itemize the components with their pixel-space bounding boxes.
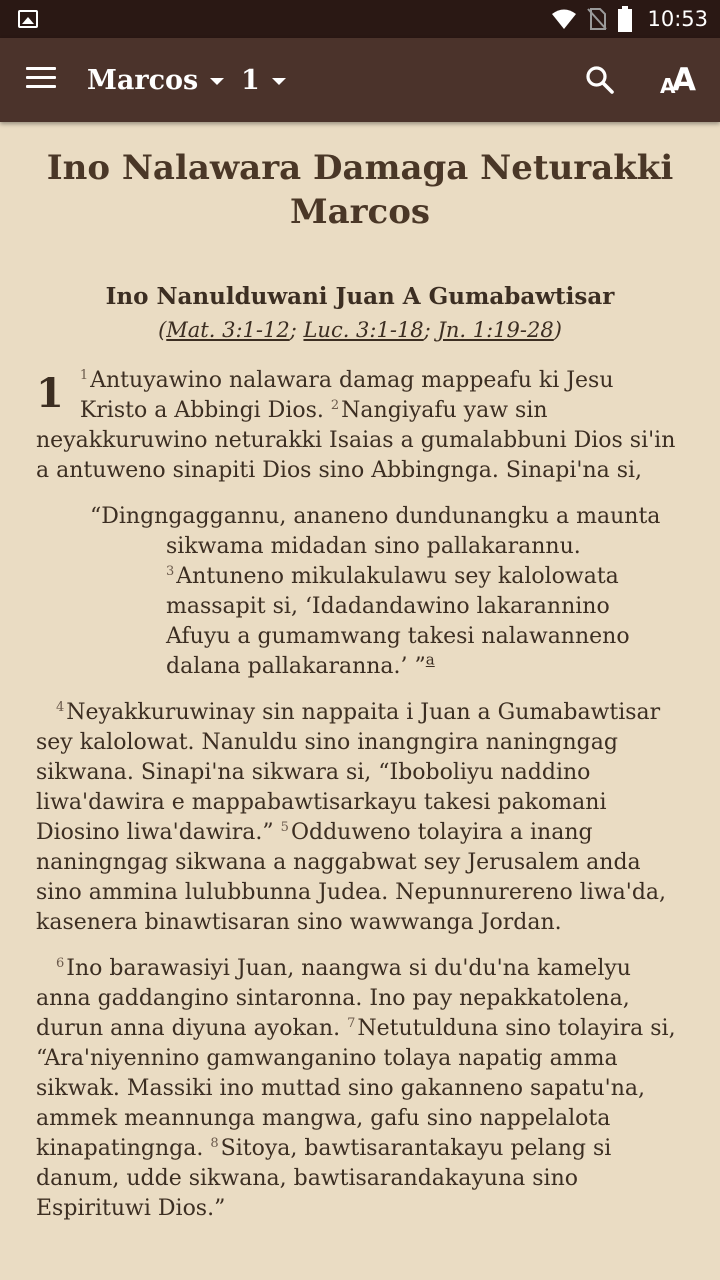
cross-ref-link[interactable]: Jn. 1:19-28 xyxy=(437,318,554,342)
section-reference xyxy=(36,316,684,344)
verse-number: 5 xyxy=(280,819,289,835)
gallery-icon xyxy=(18,10,38,28)
paragraph xyxy=(36,698,684,938)
section-heading: Ino Nanulduwani Juan A Gumabawtisar xyxy=(105,283,615,310)
paragraph xyxy=(36,366,684,486)
book-selector[interactable] xyxy=(87,58,224,102)
poetry-line: Afuyu a gumamwang takesi nalawanneno xyxy=(166,624,630,649)
status-time: 10:53 xyxy=(647,7,708,31)
cross-ref-link[interactable]: Mat. 3:1-12 xyxy=(166,318,290,342)
verse-number: 6 xyxy=(56,955,65,971)
no-sim-icon xyxy=(587,7,607,31)
cross-ref-link[interactable]: Luc. 3:1-18 xyxy=(303,318,424,342)
verse-text: Nangiyafu yaw sin neyakkuruwino neturakki Isaias a gumalabbuni Dios si'in a antuweno sinapiti Dios sino Abbingnga. Sinapi'na si, xyxy=(36,398,676,483)
poetry-line xyxy=(36,652,684,682)
app-bar xyxy=(0,38,720,122)
poetry-line xyxy=(36,562,684,592)
poetry-line: sikwama midadan sino pallakarannu. xyxy=(166,534,581,559)
paragraph xyxy=(36,954,684,1224)
verse-number: 4 xyxy=(56,699,65,715)
ref-open-paren: ( xyxy=(158,318,167,342)
chevron-down-icon xyxy=(210,78,224,85)
search-icon[interactable] xyxy=(584,64,616,96)
verse-text: Ino barawasiyi Juan, naangwa si du'du'na kamelyu anna gaddangino sintaronna. Ino pay nepakkatolena, durun anna diyuna ayokan. xyxy=(36,956,631,1041)
verse-number: 8 xyxy=(210,1135,219,1151)
verse-number: 7 xyxy=(347,1015,356,1031)
poetry-line: massapit si, ‘Idadandawino lakarannino xyxy=(166,594,610,619)
verse-number: 2 xyxy=(330,397,340,413)
ref-separator: ; xyxy=(423,318,438,342)
battery-icon xyxy=(617,6,633,32)
book-title: Ino Nalawara Damaga Neturakki Marcos xyxy=(46,148,674,232)
text-size-icon[interactable] xyxy=(658,60,700,100)
verse-text: Antuneno mikulakulawu sey kalolowata xyxy=(176,564,619,589)
chapter-number: 1 xyxy=(36,370,64,417)
footnote-link[interactable]: a xyxy=(425,650,435,669)
chevron-down-icon xyxy=(272,78,286,85)
verse-number: 1 xyxy=(79,367,89,383)
poetry-block xyxy=(36,502,684,682)
text-size-big-glyph: A xyxy=(672,62,696,98)
wifi-icon xyxy=(551,8,577,30)
verse-text: Neyakkuruwinay sin nappaita i Juan a Gumabawtisar sey kalolowat. Nanuldu sino inangngira naningngag sikwana. Sinapi'na sikwara si, “Iboboliyu naddino liwa'dawira e mappabawtisarkayu takesi pakomani Diosino liwa'dawira.” xyxy=(36,700,661,845)
status-icons xyxy=(551,0,708,38)
menu-icon[interactable] xyxy=(26,67,56,93)
ref-close-paren: ) xyxy=(553,318,562,342)
verse-text: Netutulduna sino tolayira si, “Ara'niyennino gamwanganino tolaya napatig amma sikwak. Massiki ino muttad sino gakanneno sapatu'na, ammek meannunga mangwa, gafu sino nappelalota kinapatingnga. xyxy=(36,1016,676,1161)
book-selector-label: Marcos xyxy=(87,64,199,96)
verse-text: dalana pallakaranna.’ ” xyxy=(166,654,426,679)
verse-text: Antuyawino nalawara damag mappeafu ki Jesu Kristo a Abbingi Dios. xyxy=(79,368,614,423)
scripture-content[interactable] xyxy=(0,122,720,1280)
verse-text: Odduweno tolayira a inang naningngag sikwana a naggabwat sey Jerusalem anda sino ammina lulubbunna Judea. Nepunnurereno liwa'da, kasenera binawtisaran sino wawwanga Jordan. xyxy=(36,820,667,935)
text-size-small-glyph: A xyxy=(660,74,676,98)
verse-text: Sitoya, bawtisarantakayu pelang si danum, udde sikwana, bawtisarandakayuna sino Espirituwi Dios.” xyxy=(36,1136,612,1221)
chapter-selector-label: 1 xyxy=(241,64,260,96)
ref-separator: ; xyxy=(289,318,304,342)
chapter-selector[interactable] xyxy=(241,58,286,102)
verse-number: 3 xyxy=(166,563,175,579)
poetry-line: “Dingngaggannu, ananeno dundunangku a maunta xyxy=(90,504,661,529)
status-bar xyxy=(0,0,720,38)
